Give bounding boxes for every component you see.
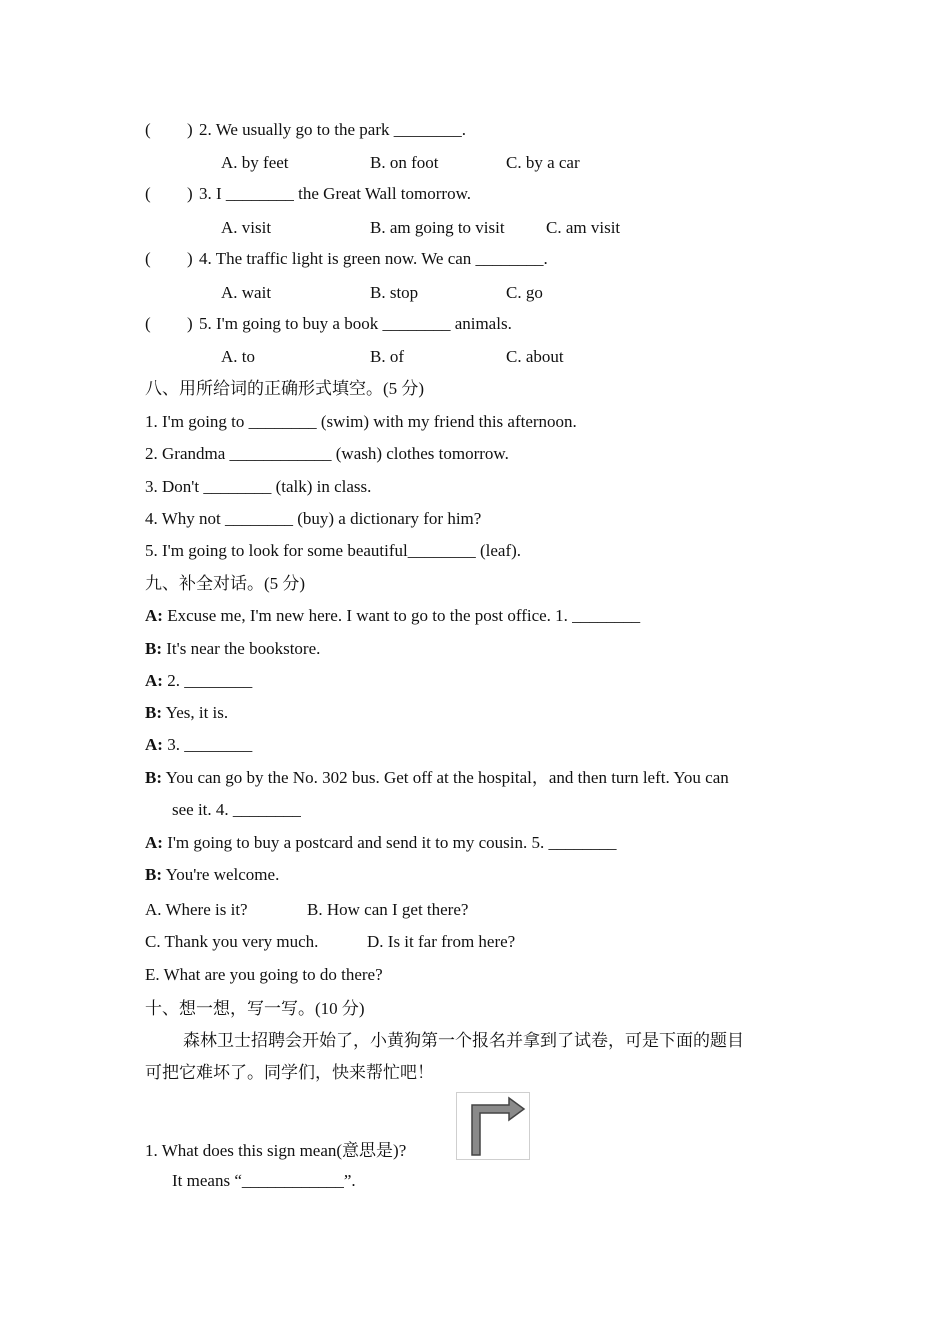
speaker-label: B:	[145, 768, 162, 787]
choice-c: C. Thank you very much.	[145, 932, 319, 951]
speaker-label: A:	[145, 671, 163, 690]
fill-item-4: 4. Why not ________ (buy) a dictionary for him?	[145, 509, 482, 528]
section-9-title: 九、补全对话。(5 分)	[145, 574, 306, 593]
answer-paren-right: )	[187, 314, 193, 333]
choice-b: B. How can I get there?	[307, 900, 469, 919]
intro-line-2: 可把它难坏了。同学们，快来帮忙吧！	[145, 1063, 434, 1082]
option-c: C. am visit	[546, 218, 621, 237]
speaker-label: B:	[145, 639, 162, 658]
dialogue-line-1: A: Excuse me, I'm new here. I want to go to the post office. 1. ________	[145, 606, 641, 625]
fill-item-3: 3. Don't ________ (talk) in class.	[145, 477, 372, 496]
option-a: A. wait	[221, 283, 272, 302]
option-b: B. stop	[370, 283, 419, 302]
answer-paren-left: (	[145, 249, 151, 268]
choice-d: D. Is it far from here?	[367, 932, 516, 951]
option-b: B. on foot	[370, 153, 439, 172]
turn-right-arrow-icon	[457, 1093, 529, 1159]
question-text: 4. The traffic light is green now. We can ________.	[199, 249, 548, 268]
dialogue-line-6: B: You can go by the No. 302 bus. Get off at the hospital，and then turn left. You can	[145, 768, 729, 787]
choice-e: E. What are you going to do there?	[145, 965, 383, 984]
speaker-label: A:	[145, 606, 163, 625]
answer-paren-right: )	[187, 120, 193, 139]
speaker-label: A:	[145, 735, 163, 754]
dialogue-line-8: B: You're welcome.	[145, 865, 280, 884]
answer-paren-left: (	[145, 314, 151, 333]
dialogue-line-3: A: 2. ________	[145, 671, 253, 690]
option-a: A. to	[221, 347, 255, 366]
option-b: B. am going to visit	[370, 218, 505, 237]
traffic-sign-image	[456, 1092, 530, 1160]
answer-paren-right: )	[187, 184, 193, 203]
dialogue-line-4: B: Yes, it is.	[145, 703, 229, 722]
option-a: A. by feet	[221, 153, 289, 172]
question-1: 1. What does this sign mean(意思是)?	[145, 1141, 407, 1160]
answer-paren-right: )	[187, 249, 193, 268]
option-c: C. go	[506, 283, 543, 302]
option-c: C. about	[506, 347, 564, 366]
answer-line: It means “____________”.	[172, 1171, 356, 1190]
section-8-title: 八、用所给词的正确形式填空。(5 分)	[145, 379, 425, 398]
option-a: A. visit	[221, 218, 272, 237]
dialogue-line-2: B: It's near the bookstore.	[145, 639, 321, 658]
question-text: 5. I'm going to buy a book ________ animals.	[199, 314, 512, 333]
question-text: 2. We usually go to the park ________.	[199, 120, 466, 139]
fill-item-5: 5. I'm going to look for some beautiful________ (leaf).	[145, 541, 522, 560]
dialogue-line-5: A: 3. ________	[145, 735, 253, 754]
speaker-label: B:	[145, 703, 162, 722]
answer-paren-left: (	[145, 120, 151, 139]
speaker-label: B:	[145, 865, 162, 884]
speaker-label: A:	[145, 833, 163, 852]
fill-item-2: 2. Grandma ____________ (wash) clothes tomorrow.	[145, 444, 509, 463]
choice-a: A. Where is it?	[145, 900, 248, 919]
answer-paren-left: (	[145, 184, 151, 203]
fill-item-1: 1. I'm going to ________ (swim) with my friend this afternoon.	[145, 412, 577, 431]
section-10-title: 十、想一想，写一写。(10 分)	[145, 999, 365, 1018]
dialogue-line-6-cont: see it. 4. ________	[172, 800, 301, 819]
option-b: B. of	[370, 347, 404, 366]
dialogue-line-7: A: I'm going to buy a postcard and send it to my cousin. 5. ________	[145, 833, 617, 852]
intro-line-1: 森林卫士招聘会开始了，小黄狗第一个报名并拿到了试卷，可是下面的题目	[183, 1031, 744, 1050]
option-c: C. by a car	[506, 153, 580, 172]
question-text: 3. I ________ the Great Wall tomorrow.	[199, 184, 471, 203]
